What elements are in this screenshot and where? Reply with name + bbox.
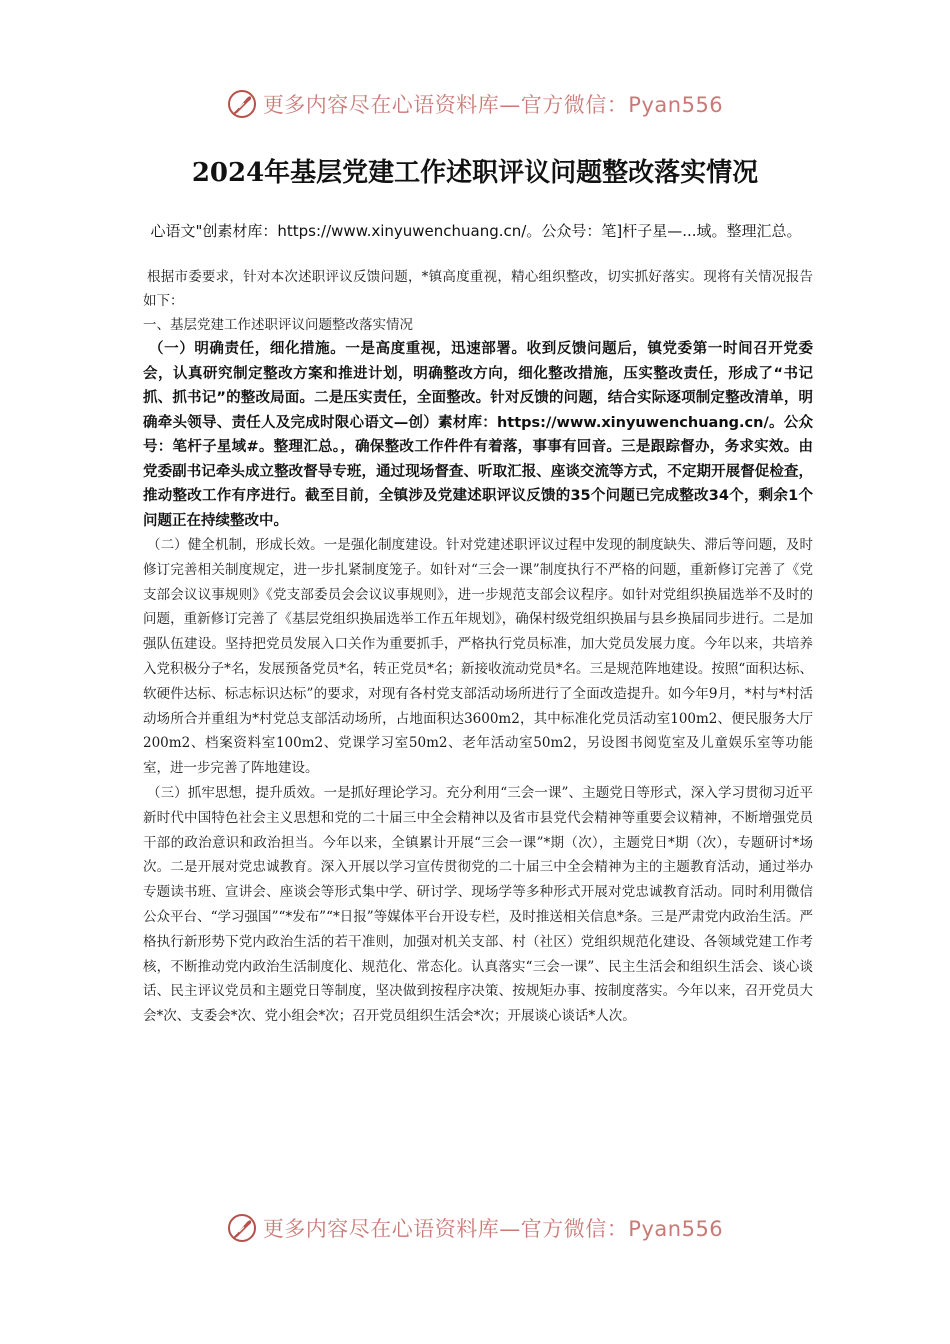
quill-pen-logo-icon [227, 89, 257, 119]
banner-text: 更多内容尽在心语资料库—官方微信：Pyan556 [262, 93, 724, 117]
document-body [143, 266, 813, 1029]
paragraph-ideology: （三）抓牢思想，提升质效。一是抓好理论学习。充分利用“三会一课”、主题党日等形式，深入学习贯彻习近平新时代中国特色社会主义思想和党的二十届三中全会精神以及省市县党代会精神等重要会议精神，不断增强党员干部的政治意识和政治担当。今年以来，全镇累计开展“三会一课”*期（次），主题党日*期（次），专题研讨*场次。二是开展对党忠诚教育。深入开展以学习宣传贯彻党的二十届三中全会精神为主的主题教育活动，通过举办专题读书班、宣讲会、座谈会等形式集中学、研讨学、现场学等多种形式开展对党忠诚教育活动。同时利用微信公众平台、“学习强国”“*发布”“*日报”等媒体平台开设专栏，及时推送相关信息*条。三是严肃党内政治生活。严格执行新形势下党内政治生活的若干准则，加强对机关支部、村（社区）党组织规范化建设、各领域党建工作考核，不断推动党内政治生活制度化、规范化、常态化。认真落实“三会一课”、民主生活会和组织生活会、谈心谈话、民主评议党员和主题党日等制度，坚决做到按程序决策、按规矩办事、按制度落实。今年以来，召开党员大会*次、支委会*次、党小组会*次；召开党员组织生活会*次；开展谈心谈话*人次。 [143, 784, 813, 1025]
source-note: 心语文"创素材库：https://www.xinyuwenchuang.cn/。公众号：笔]杆子星—...域。整理汇总。 [150, 222, 802, 240]
paragraph-mechanism: （二）健全机制，形成长效。一是强化制度建设。针对党建述职评议过程中发现的制度缺失、滞后等问题，及时修订完善相关制度规定，进一步扎紧制度笼子。如针对“三会一课”制度执行不严格的问题，重新修订完善了《党支部会议议事规则》《党支部委员会会议议事规则》，进一步规范支部会议程序。如针对党组织换届选举不及时的问题，重新修订完善了《基层党组织换届选举工作五年规划》，确保村级党组织换届与县乡换届同步进行。二是加强队伍建设。坚持把党员发展入口关作为重要抓手，严格执行党员标准，加大党员发展力度。今年以来，共培养入党积极分子*名，发展预备党员*名，转正党员*名；新接收流动党员*名。三是规范阵地建设。按照“面积达标、软硬件达标、标志标识达标”的要求，对现有各村党支部活动场所进行了全面改造提升。如今年9月，*村与*村活动场所合并重组为*村党总支部活动场所，占地面积达3600m2，其中标准化党员活动室100m2、便民服务大厅200m2、档案资料室100m2、党课学习室50m2、老年活动室50m2，另设图书阅览室及儿童娱乐室等功能室，进一步完善了阵地建设。 [143, 537, 813, 777]
section-heading: 一、基层党建工作述职评议问题整改落实情况 [143, 317, 413, 333]
header-banner [0, 84, 950, 124]
banner-text: 更多内容尽在心语资料库—官方微信：Pyan556 [262, 1217, 724, 1241]
paragraph-responsibility: （一）明确责任，细化措施。一是高度重视，迅速部署。收到反馈问题后，镇党委第一时间召开党委会，认真研究制定整改方案和推进计划，明确整改方向，细化整改措施，压实整改责任，形成了“书记抓、抓书记”的整改局面。二是压实责任，全面整改。针对反馈的问题，结合实际逐项制定整改清单，明确牵头领导、责任人及完成时限心语文—创）素材库：https://www.xinyuwenchuang.cn/。公众号：笔杆子星域#。整理汇总。，确保整改工作件件有着落，事事有回音。三是跟踪督办，务求实效。由党委副书记牵头成立整改督导专班，通过现场督查、听取汇报、座谈交流等方式，不定期开展督促检查，推动整改工作有序进行。截至目前，全镇涉及党建述职评议反馈的35个问题已完成整改34个，剩余1个问题正在持续整改中。 [143, 341, 813, 529]
footer-banner [0, 1208, 950, 1248]
document-title: 2024年基层党建工作述职评议问题整改落实情况 [191, 158, 759, 188]
quill-pen-logo-icon [227, 1213, 257, 1243]
intro-paragraph: 根据市委要求，针对本次述职评议反馈问题，*镇高度重视，精心组织整改，切实抓好落实。现将有关情况报告如下： [143, 269, 813, 309]
